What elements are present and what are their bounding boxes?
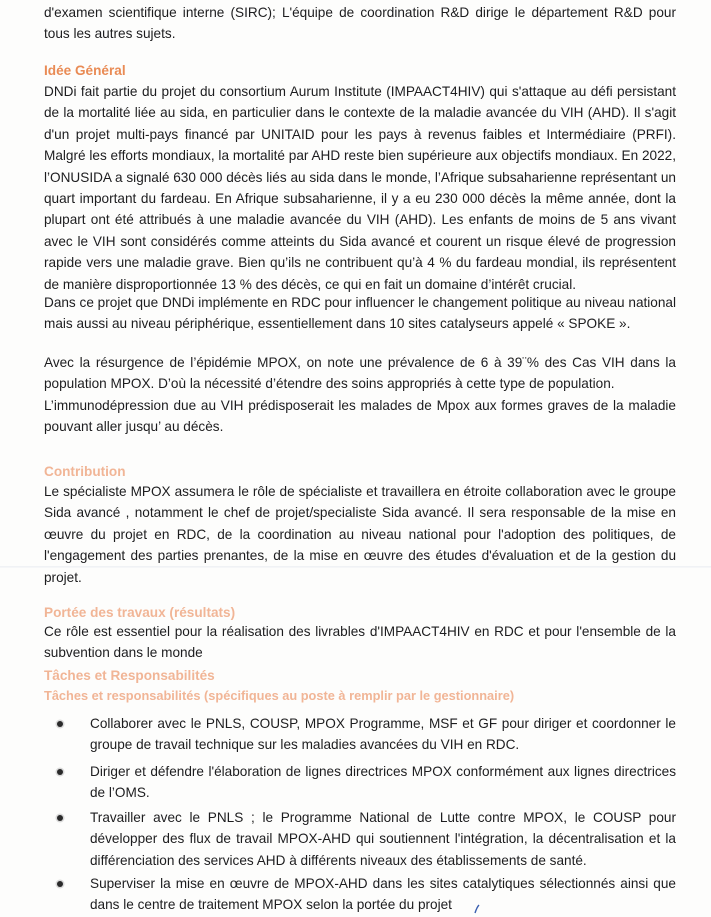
list-item-text: Collaborer avec le PNLS, COUSP, MPOX Programme, MSF et GF pour diriger et coordonner le groupe de travail technique sur les maladies avancées du VIH en RDC. xyxy=(90,716,676,753)
bullet-icon xyxy=(57,815,63,821)
idee-paragraph-3: Avec la résurgence de l’épidémie MPOX, on note une prévalence de 6 à 39¨% des Cas VIH dans la population MPOX. D’où la nécessité d’étendre des soins appropriés à cette type de population. xyxy=(44,355,676,392)
heading-taches: Tâches et Responsabilités xyxy=(44,668,215,683)
idee-paragraph-2: Dans ce projet que DNDi implémente en RDC pour influencer le changement politique au niveau national mais aussi au niveau périphérique, essentiellement dans 10 sites catalyseurs appelé « SPOKE ». xyxy=(44,295,676,332)
list-item-text: Travailler avec le PNLS ; le Programme National de Lutte contre MPOX, le COUSP pour développer des flux de travail MPOX-AHD qui soutiennent l'intégration, la décentralisation et la différenciation des services AHD à différents niveaux des établissements de santé. xyxy=(90,810,676,868)
bullet-icon xyxy=(57,769,63,775)
bullet-icon xyxy=(57,881,63,887)
bullet-icon xyxy=(57,721,63,727)
contribution-paragraph: Le spécialiste MPOX assumera le rôle de spécialiste et travaillera en étroite collaboration avec le groupe Sida avancé , notamment le chef de projet/specialiste Sida avancé. Il sera responsable de la mise en œuvre du projet en RDC, de la coordination au niveau national pour l'adoption des politiques, de l'engagement des parties prenantes, de la mise en œuvre des études d'évaluation et de la gestion du projet. xyxy=(44,484,676,585)
intro-paragraph: d'examen scientifique interne (SIRC); L'équipe de coordination R&D dirige le département R&D pour tous les autres sujets. xyxy=(44,5,676,42)
heading-idee-general: Idée Général xyxy=(44,63,126,78)
portee-paragraph: Ce rôle est essentiel pour la réalisation des livrables d'IMPAACT4HIV en RDC et pour l'ensemble de la subvention dans le monde xyxy=(44,624,676,661)
heading-contribution: Contribution xyxy=(44,464,126,479)
idee-paragraph-1: DNDi fait partie du projet du consortium Aurum Institute (IMPAACT4HIV) qui s'attaque au défi persistant de la mortalité liée au sida, en particulier dans le contexte de la maladie avancée du VIH (AHD). Il s'agit d'un projet multi-pays financé par UNITAID pour les pays à revenus faibles et Intermédiaire (PRFI). Malgré les efforts mondiaux, la mortalité par AHD reste bien supérieure aux objectifs mondiaux. En 2022, l’ONUSIDA a signalé 630 000 décès liés au sida dans le monde, l’Afrique subsaharienne représentant un quart important du fardeau. En Afrique subsaharienne, il y a eu 230 000 décès la même année, dont la plupart ont été attribués à une maladie avancée du VIH (AHD). Les enfants de moins de 5 ans vivant avec le VIH sont considérés comme atteints du Sida avancé et courent un risque élevé de progression rapide vers une maladie grave. Bien qu’ils ne contribuent qu’à 4 % du fardeau mondial, ils représentent de manière disproportionnée 13 % des décès, ce qui en fait un domaine d’intérêt crucial. xyxy=(44,84,676,292)
subheading-taches: Tâches et responsabilités (spécifiques au poste à remplir par le gestionnaire) xyxy=(44,688,515,703)
heading-portee: Portée des travaux (résultats) xyxy=(44,605,236,620)
list-item-text: Superviser la mise en œuvre de MPOX-AHD dans les sites catalytiques sélectionnés ainsi que dans le centre de traitement MPOX selon la portée du projet xyxy=(90,876,676,913)
idee-paragraph-4: L’immunodépression due au VIH prédisposerait les malades de Mpox aux formes graves de la maladie pouvant aller jusqu’ au décès. xyxy=(44,398,676,435)
list-item-text: Diriger et défendre l'élaboration de lignes directrices MPOX conformément aux lignes directrices de l’OMS. xyxy=(90,764,676,801)
pen-mark-icon xyxy=(474,904,480,914)
page-fold-line xyxy=(0,566,711,568)
